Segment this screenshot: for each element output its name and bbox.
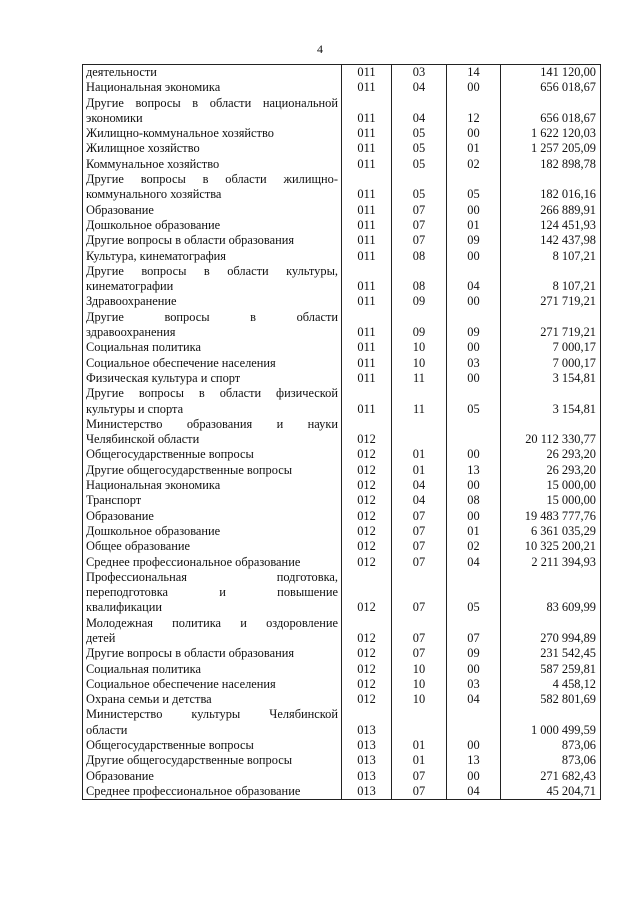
row-name-cell bbox=[83, 769, 342, 784]
ministry-code-cell: 011 bbox=[342, 294, 392, 309]
row-name-cell bbox=[83, 646, 342, 661]
section-cell: 10 bbox=[392, 356, 447, 371]
ministry-code-cell: 011 bbox=[342, 233, 392, 248]
table-row bbox=[83, 570, 601, 616]
table-row bbox=[83, 386, 601, 417]
amount-cell: 270 994,89 bbox=[501, 616, 601, 647]
row-name-line: Национальная экономика bbox=[86, 478, 221, 493]
row-name-line: Другие вопросы в области национальной bbox=[86, 95, 338, 110]
amount-cell: 271 719,21 bbox=[501, 310, 601, 341]
table-row bbox=[83, 646, 601, 661]
amount-cell: 15 000,00 bbox=[501, 478, 601, 493]
amount-cell: 3 154,81 bbox=[501, 386, 601, 417]
table-row bbox=[83, 80, 601, 95]
table-row bbox=[83, 616, 601, 647]
ministry-code-cell: 013 bbox=[342, 784, 392, 800]
amount-cell: 1 257 205,09 bbox=[501, 141, 601, 156]
amount-cell: 4 458,12 bbox=[501, 677, 601, 692]
section-cell: 05 bbox=[392, 141, 447, 156]
section-cell: 11 bbox=[392, 371, 447, 386]
amount-cell: 83 609,99 bbox=[501, 570, 601, 616]
section-cell: 01 bbox=[392, 463, 447, 478]
subsection-cell: 00 bbox=[447, 249, 501, 264]
section-cell: 07 bbox=[392, 570, 447, 616]
section-cell: 04 bbox=[392, 493, 447, 508]
ministry-code-cell: 011 bbox=[342, 340, 392, 355]
table-row bbox=[83, 157, 601, 172]
section-cell: 01 bbox=[392, 738, 447, 753]
row-name-cell bbox=[83, 356, 342, 371]
amount-cell: 10 325 200,21 bbox=[501, 539, 601, 554]
ministry-code-cell: 012 bbox=[342, 646, 392, 661]
row-name-line: детей bbox=[86, 630, 116, 645]
amount-cell: 3 154,81 bbox=[501, 371, 601, 386]
subsection-cell: 00 bbox=[447, 340, 501, 355]
section-cell: 04 bbox=[392, 478, 447, 493]
section-cell: 10 bbox=[392, 677, 447, 692]
section-cell: 09 bbox=[392, 294, 447, 309]
row-name-line: Другие вопросы в области физической bbox=[86, 386, 338, 401]
table-row bbox=[83, 172, 601, 203]
section-cell: 07 bbox=[392, 769, 447, 784]
ministry-code-cell: 012 bbox=[342, 493, 392, 508]
section-cell: 07 bbox=[392, 233, 447, 248]
ministry-code-cell: 012 bbox=[342, 616, 392, 647]
row-name-cell bbox=[83, 447, 342, 462]
row-name-cell bbox=[83, 677, 342, 692]
row-name-line: Образование bbox=[86, 202, 154, 217]
row-name-cell bbox=[83, 249, 342, 264]
table-row bbox=[83, 417, 601, 448]
row-name-line: Физическая культура и спорт bbox=[86, 370, 241, 385]
row-name-cell bbox=[83, 80, 342, 95]
section-cell: 07 bbox=[392, 524, 447, 539]
subsection-cell: 00 bbox=[447, 203, 501, 218]
amount-cell: 45 204,71 bbox=[501, 784, 601, 800]
amount-cell: 266 889,91 bbox=[501, 203, 601, 218]
subsection-cell: 03 bbox=[447, 356, 501, 371]
row-name-line: Общегосударственные вопросы bbox=[86, 738, 254, 753]
row-name-line: Социальная политика bbox=[86, 661, 201, 676]
subsection-cell: 05 bbox=[447, 172, 501, 203]
ministry-code-cell: 011 bbox=[342, 371, 392, 386]
row-name-cell bbox=[83, 493, 342, 508]
table-row bbox=[83, 555, 601, 570]
row-name-line: Охрана семьи и детства bbox=[86, 692, 212, 707]
table-row bbox=[83, 509, 601, 524]
section-cell: 08 bbox=[392, 249, 447, 264]
table-row bbox=[83, 218, 601, 233]
subsection-cell: 03 bbox=[447, 677, 501, 692]
subsection-cell bbox=[447, 707, 501, 738]
row-name-line: Дошкольное образование bbox=[86, 217, 221, 232]
row-name-cell bbox=[83, 264, 342, 295]
ministry-code-cell: 011 bbox=[342, 141, 392, 156]
amount-cell: 271 719,21 bbox=[501, 294, 601, 309]
ministry-code-cell: 012 bbox=[342, 463, 392, 478]
amount-cell: 141 120,00 bbox=[501, 65, 601, 81]
row-name-line: переподготовка и повышение bbox=[86, 585, 338, 600]
row-name-line: Здравоохранение bbox=[86, 294, 177, 309]
row-name-cell bbox=[83, 294, 342, 309]
row-name-cell bbox=[83, 371, 342, 386]
section-cell: 09 bbox=[392, 310, 447, 341]
subsection-cell: 00 bbox=[447, 126, 501, 141]
budget-table-container bbox=[82, 64, 600, 800]
ministry-code-cell: 011 bbox=[342, 96, 392, 127]
table-row bbox=[83, 539, 601, 554]
subsection-cell: 00 bbox=[447, 769, 501, 784]
row-name-line: Национальная экономика bbox=[86, 80, 221, 95]
subsection-cell: 09 bbox=[447, 233, 501, 248]
amount-cell: 182 016,16 bbox=[501, 172, 601, 203]
subsection-cell: 05 bbox=[447, 386, 501, 417]
section-cell: 10 bbox=[392, 692, 447, 707]
subsection-cell: 01 bbox=[447, 218, 501, 233]
row-name-cell bbox=[83, 524, 342, 539]
row-name-cell bbox=[83, 463, 342, 478]
row-name-cell bbox=[83, 509, 342, 524]
row-name-cell bbox=[83, 157, 342, 172]
row-name-line: Другие вопросы в области bbox=[86, 309, 338, 324]
row-name-line: Другие вопросы в области образования bbox=[86, 646, 295, 661]
section-cell: 05 bbox=[392, 172, 447, 203]
budget-table-body bbox=[83, 65, 601, 800]
ministry-code-cell: 012 bbox=[342, 677, 392, 692]
row-name-line: Дошкольное образование bbox=[86, 523, 221, 538]
ministry-code-cell: 013 bbox=[342, 753, 392, 768]
row-name-cell bbox=[83, 784, 342, 800]
section-cell: 10 bbox=[392, 662, 447, 677]
amount-cell: 2 211 394,93 bbox=[501, 555, 601, 570]
amount-cell: 656 018,67 bbox=[501, 80, 601, 95]
section-cell: 01 bbox=[392, 753, 447, 768]
table-row bbox=[83, 264, 601, 295]
row-name-line: деятельности bbox=[86, 65, 157, 79]
subsection-cell: 01 bbox=[447, 141, 501, 156]
row-name-cell bbox=[83, 662, 342, 677]
amount-cell: 26 293,20 bbox=[501, 447, 601, 462]
ministry-code-cell: 011 bbox=[342, 157, 392, 172]
table-row bbox=[83, 141, 601, 156]
page-number: 4 bbox=[317, 42, 323, 56]
ministry-code-cell: 012 bbox=[342, 447, 392, 462]
amount-cell: 15 000,00 bbox=[501, 493, 601, 508]
table-row bbox=[83, 447, 601, 462]
amount-cell: 231 542,45 bbox=[501, 646, 601, 661]
row-name-line: Культура, кинематография bbox=[86, 248, 226, 263]
subsection-cell: 09 bbox=[447, 310, 501, 341]
row-name-line: Среднее профессиональное образование bbox=[86, 783, 301, 798]
subsection-cell: 13 bbox=[447, 463, 501, 478]
subsection-cell: 09 bbox=[447, 646, 501, 661]
section-cell: 04 bbox=[392, 96, 447, 127]
ministry-code-cell: 013 bbox=[342, 738, 392, 753]
ministry-code-cell: 011 bbox=[342, 249, 392, 264]
row-name-line: Жилищное хозяйство bbox=[86, 141, 200, 156]
section-cell: 07 bbox=[392, 646, 447, 661]
ministry-code-cell: 012 bbox=[342, 524, 392, 539]
table-row bbox=[83, 203, 601, 218]
amount-cell: 19 483 777,76 bbox=[501, 509, 601, 524]
row-name-cell bbox=[83, 555, 342, 570]
amount-cell: 582 801,69 bbox=[501, 692, 601, 707]
table-row bbox=[83, 662, 601, 677]
row-name-line: культуры и спорта bbox=[86, 401, 184, 416]
table-row bbox=[83, 65, 601, 81]
subsection-cell: 12 bbox=[447, 96, 501, 127]
table-row bbox=[83, 677, 601, 692]
section-cell: 07 bbox=[392, 203, 447, 218]
subsection-cell: 08 bbox=[447, 493, 501, 508]
amount-cell: 7 000,17 bbox=[501, 340, 601, 355]
budget-table bbox=[82, 64, 601, 800]
row-name-line: Коммунальное хозяйство bbox=[86, 156, 220, 171]
subsection-cell: 05 bbox=[447, 570, 501, 616]
row-name-cell bbox=[83, 203, 342, 218]
amount-cell: 20 112 330,77 bbox=[501, 417, 601, 448]
row-name-cell bbox=[83, 65, 342, 81]
section-cell: 05 bbox=[392, 157, 447, 172]
subsection-cell: 00 bbox=[447, 478, 501, 493]
section-cell: 07 bbox=[392, 539, 447, 554]
subsection-cell: 14 bbox=[447, 65, 501, 81]
section-cell: 07 bbox=[392, 509, 447, 524]
amount-cell: 8 107,21 bbox=[501, 264, 601, 295]
section-cell: 08 bbox=[392, 264, 447, 295]
amount-cell: 587 259,81 bbox=[501, 662, 601, 677]
section-cell: 03 bbox=[392, 65, 447, 81]
ministry-code-cell: 011 bbox=[342, 386, 392, 417]
ministry-code-cell: 012 bbox=[342, 509, 392, 524]
row-name-cell bbox=[83, 172, 342, 203]
amount-cell: 656 018,67 bbox=[501, 96, 601, 127]
amount-cell: 6 361 035,29 bbox=[501, 524, 601, 539]
row-name-line: Социальная политика bbox=[86, 340, 201, 355]
row-name-cell bbox=[83, 570, 342, 616]
ministry-code-cell: 011 bbox=[342, 126, 392, 141]
ministry-code-cell: 012 bbox=[342, 555, 392, 570]
subsection-cell: 04 bbox=[447, 264, 501, 295]
ministry-code-cell: 011 bbox=[342, 264, 392, 295]
row-name-line: области bbox=[86, 722, 128, 737]
ministry-code-cell: 012 bbox=[342, 662, 392, 677]
row-name-line: Жилищно-коммунальное хозяйство bbox=[86, 126, 274, 141]
row-name-line: квалификации bbox=[86, 600, 163, 615]
table-row bbox=[83, 294, 601, 309]
table-row bbox=[83, 692, 601, 707]
row-name-line: Другие вопросы в области образования bbox=[86, 233, 295, 248]
subsection-cell: 04 bbox=[447, 692, 501, 707]
subsection-cell: 00 bbox=[447, 509, 501, 524]
subsection-cell: 00 bbox=[447, 738, 501, 753]
table-row bbox=[83, 356, 601, 371]
row-name-line: Другие общегосударственные вопросы bbox=[86, 462, 293, 477]
table-row bbox=[83, 738, 601, 753]
row-name-cell bbox=[83, 310, 342, 341]
amount-cell: 7 000,17 bbox=[501, 356, 601, 371]
amount-cell: 873,06 bbox=[501, 738, 601, 753]
ministry-code-cell: 011 bbox=[342, 80, 392, 95]
subsection-cell: 02 bbox=[447, 539, 501, 554]
subsection-cell: 00 bbox=[447, 294, 501, 309]
ministry-code-cell: 012 bbox=[342, 539, 392, 554]
ministry-code-cell: 013 bbox=[342, 707, 392, 738]
row-name-cell bbox=[83, 96, 342, 127]
row-name-line: коммунального хозяйства bbox=[86, 187, 222, 202]
row-name-cell bbox=[83, 340, 342, 355]
amount-cell: 271 682,43 bbox=[501, 769, 601, 784]
ministry-code-cell: 011 bbox=[342, 65, 392, 81]
table-row bbox=[83, 707, 601, 738]
section-cell: 01 bbox=[392, 447, 447, 462]
ministry-code-cell: 011 bbox=[342, 172, 392, 203]
row-name-line: Образование bbox=[86, 508, 154, 523]
ministry-code-cell: 011 bbox=[342, 356, 392, 371]
row-name-line: Челябинской области bbox=[86, 432, 200, 447]
subsection-cell: 00 bbox=[447, 662, 501, 677]
table-row bbox=[83, 784, 601, 800]
table-row bbox=[83, 493, 601, 508]
row-name-line: кинематографии bbox=[86, 279, 174, 294]
row-name-cell bbox=[83, 126, 342, 141]
row-name-line: Социальное обеспечение населения bbox=[86, 355, 276, 370]
section-cell: 07 bbox=[392, 218, 447, 233]
row-name-line: Другие вопросы в области культуры, bbox=[86, 263, 338, 278]
row-name-cell bbox=[83, 616, 342, 647]
row-name-cell bbox=[83, 218, 342, 233]
subsection-cell: 00 bbox=[447, 447, 501, 462]
row-name-line: здравоохранения bbox=[86, 325, 176, 340]
subsection-cell: 02 bbox=[447, 157, 501, 172]
subsection-cell: 00 bbox=[447, 371, 501, 386]
table-row bbox=[83, 478, 601, 493]
row-name-line: Профессиональная подготовка, bbox=[86, 569, 338, 584]
amount-cell: 142 437,98 bbox=[501, 233, 601, 248]
row-name-cell bbox=[83, 753, 342, 768]
section-cell: 07 bbox=[392, 784, 447, 800]
amount-cell: 1 622 120,03 bbox=[501, 126, 601, 141]
row-name-cell bbox=[83, 539, 342, 554]
ministry-code-cell: 012 bbox=[342, 692, 392, 707]
row-name-cell bbox=[83, 417, 342, 448]
ministry-code-cell: 013 bbox=[342, 769, 392, 784]
table-row bbox=[83, 126, 601, 141]
row-name-cell bbox=[83, 233, 342, 248]
ministry-code-cell: 012 bbox=[342, 417, 392, 448]
section-cell bbox=[392, 707, 447, 738]
subsection-cell: 04 bbox=[447, 784, 501, 800]
row-name-cell bbox=[83, 692, 342, 707]
row-name-line: Транспорт bbox=[86, 493, 142, 508]
table-row bbox=[83, 233, 601, 248]
row-name-cell bbox=[83, 478, 342, 493]
ministry-code-cell: 011 bbox=[342, 310, 392, 341]
table-row bbox=[83, 310, 601, 341]
row-name-line: Другие вопросы в области жилищно- bbox=[86, 172, 338, 187]
row-name-line: Образование bbox=[86, 768, 154, 783]
row-name-line: экономики bbox=[86, 110, 143, 125]
row-name-cell bbox=[83, 141, 342, 156]
section-cell bbox=[392, 417, 447, 448]
subsection-cell: 07 bbox=[447, 616, 501, 647]
section-cell: 10 bbox=[392, 340, 447, 355]
subsection-cell: 01 bbox=[447, 524, 501, 539]
amount-cell: 8 107,21 bbox=[501, 249, 601, 264]
subsection-cell: 13 bbox=[447, 753, 501, 768]
row-name-line: Общегосударственные вопросы bbox=[86, 447, 254, 462]
amount-cell: 182 898,78 bbox=[501, 157, 601, 172]
table-row bbox=[83, 463, 601, 478]
section-cell: 04 bbox=[392, 80, 447, 95]
section-cell: 07 bbox=[392, 616, 447, 647]
table-row bbox=[83, 753, 601, 768]
amount-cell: 1 000 499,59 bbox=[501, 707, 601, 738]
ministry-code-cell: 012 bbox=[342, 570, 392, 616]
subsection-cell bbox=[447, 417, 501, 448]
subsection-cell: 04 bbox=[447, 555, 501, 570]
row-name-line: Другие общегосударственные вопросы bbox=[86, 753, 293, 768]
section-cell: 07 bbox=[392, 555, 447, 570]
row-name-cell bbox=[83, 738, 342, 753]
amount-cell: 26 293,20 bbox=[501, 463, 601, 478]
table-row bbox=[83, 96, 601, 127]
row-name-cell bbox=[83, 386, 342, 417]
amount-cell: 873,06 bbox=[501, 753, 601, 768]
table-row bbox=[83, 249, 601, 264]
amount-cell: 124 451,93 bbox=[501, 218, 601, 233]
ministry-code-cell: 011 bbox=[342, 203, 392, 218]
ministry-code-cell: 011 bbox=[342, 218, 392, 233]
row-name-line: Министерство образования и науки bbox=[86, 416, 338, 431]
table-row bbox=[83, 769, 601, 784]
table-row bbox=[83, 524, 601, 539]
table-row bbox=[83, 340, 601, 355]
ministry-code-cell: 012 bbox=[342, 478, 392, 493]
row-name-line: Среднее профессиональное образование bbox=[86, 554, 301, 569]
table-row bbox=[83, 371, 601, 386]
section-cell: 11 bbox=[392, 386, 447, 417]
subsection-cell: 00 bbox=[447, 80, 501, 95]
section-cell: 05 bbox=[392, 126, 447, 141]
row-name-cell bbox=[83, 707, 342, 738]
row-name-line: Молодежная политика и оздоровление bbox=[86, 615, 338, 630]
row-name-line: Министерство культуры Челябинской bbox=[86, 707, 338, 722]
row-name-line: Общее образование bbox=[86, 539, 191, 554]
row-name-line: Социальное обеспечение населения bbox=[86, 676, 276, 691]
